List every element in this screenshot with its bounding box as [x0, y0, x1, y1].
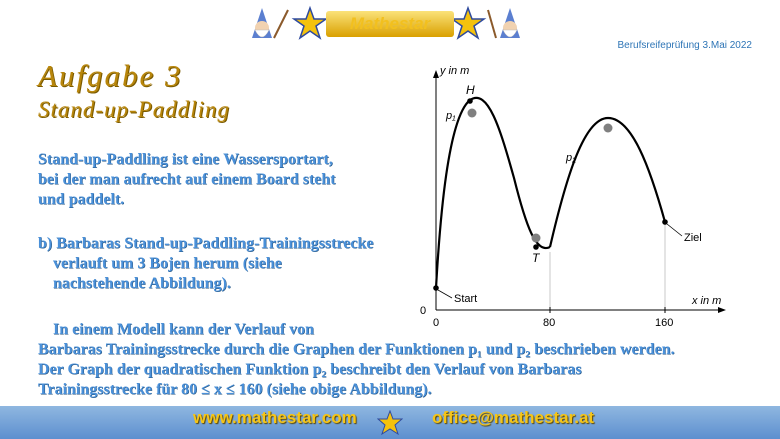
wizard-icon [488, 8, 520, 38]
buoy-icon [532, 234, 541, 243]
page-title: Aufgabe 3 [38, 58, 183, 93]
website-link[interactable]: www.mathestar.com [193, 408, 357, 427]
wizard-icon [252, 8, 288, 38]
exam-reference: Berufsreifeprüfung 3.Mai 2022 [617, 40, 752, 51]
task-line: b) Barbaras Stand-up-Paddling-Trainingsstrecke [38, 235, 374, 252]
p1-label: p₁ [446, 110, 456, 122]
low-point [533, 244, 539, 250]
finish-label: Ziel [684, 232, 702, 244]
intro-line: Stand-up-Paddling ist eine Wassersportart, [38, 151, 333, 168]
model-line: Trainingsstrecke für 80 ≤ x ≤ 160 (siehe obige Abbildung). [38, 381, 432, 398]
p2-label: p₂ [566, 152, 577, 164]
y-axis-label: y in m [440, 65, 470, 77]
model-line: Der Graph der quadratischen Funktion p₂ beschreibt den Verlauf von Barbaras [38, 361, 582, 378]
intro-paragraph [38, 150, 336, 210]
task-line: nachstehende Abbildung). [53, 275, 231, 292]
start-pointer [438, 290, 452, 298]
start-point [433, 285, 439, 291]
model-line: In einem Modell kann der Verlauf von [53, 321, 315, 338]
start-label: Start [454, 293, 478, 305]
x-axis-label: x in m [692, 295, 722, 307]
x-axis-arrow-icon [718, 307, 726, 313]
paddling-route-graph [414, 58, 734, 338]
logo-text: Mathestar [326, 11, 454, 37]
intro-line: bei der man aufrecht auf einem Board steht [38, 171, 336, 188]
curve-p2 [550, 118, 665, 247]
high-point [467, 98, 473, 104]
finish-pointer [667, 224, 682, 236]
y-axis-arrow-icon [433, 70, 439, 78]
x-tick-label: 80 [543, 317, 556, 329]
star-icon [294, 8, 326, 38]
high-point-label: H [466, 83, 475, 97]
task-line: verlauft um 3 Bojen herum (siehe [53, 255, 282, 272]
x-tick-label: 160 [655, 317, 674, 329]
star-icon [452, 8, 484, 38]
buoy-icon [468, 109, 477, 118]
buoy-icon [604, 124, 613, 133]
footer-bar [0, 406, 780, 439]
intro-line: und paddelt. [38, 191, 125, 208]
finish-point [662, 219, 668, 225]
x-tick-label: 0 [433, 317, 440, 329]
email-link[interactable]: office@mathestar.at [432, 408, 595, 427]
low-point-label: T [532, 251, 540, 265]
model-line: Barbaras Trainingsstrecke durch die Graphen der Funktionen p₁ und p₂ beschrieben werden. [38, 341, 675, 358]
star-icon [377, 410, 403, 436]
page-subtitle: Stand-up-Paddling [38, 97, 231, 122]
origin-label: 0 [420, 305, 427, 317]
task-paragraph [38, 234, 373, 294]
